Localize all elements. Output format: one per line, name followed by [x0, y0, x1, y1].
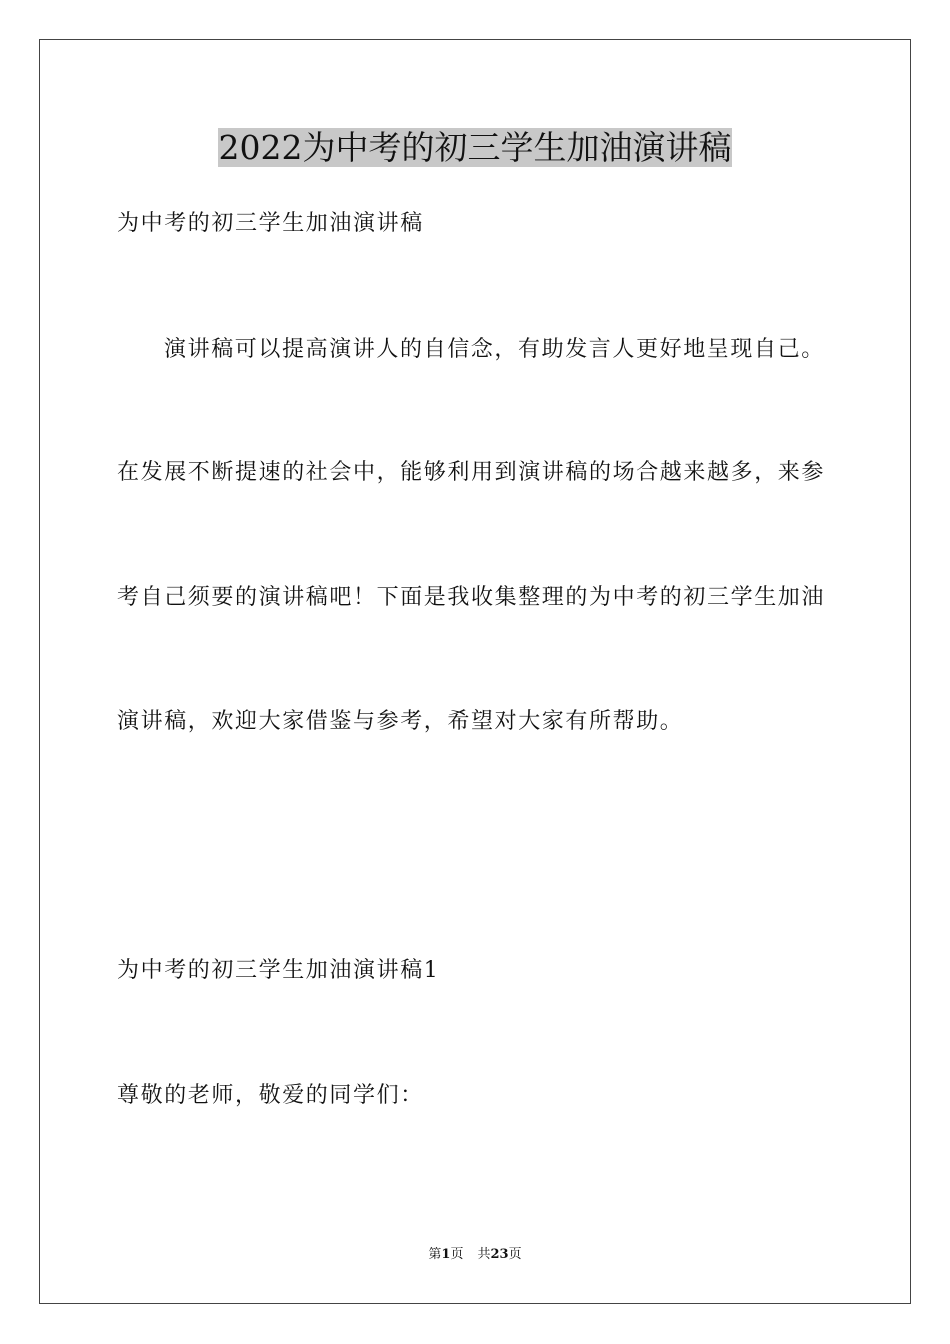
footer-page-suffix: 页 [450, 1247, 464, 1262]
footer-total-suffix: 页 [508, 1247, 522, 1262]
paragraph-line: 演讲稿可以提高演讲人的自信念，有助发言人更好地呈现自己。 [164, 337, 825, 362]
page-footer [0, 1246, 950, 1264]
paragraph-line: 考自己须要的演讲稿吧！下面是我收集整理的为中考的初三学生加油 [117, 585, 826, 610]
document-title [0, 126, 950, 170]
document-title-text: 2022为中考的初三学生加油演讲稿 [218, 128, 732, 167]
footer-page-number: 1 [441, 1247, 451, 1262]
paragraph-line: 演讲稿，欢迎大家借鉴与参考，希望对大家有所帮助。 [117, 709, 684, 734]
footer-total-pages: 23 [490, 1247, 509, 1262]
section-heading: 为中考的初三学生加油演讲稿1 [117, 958, 440, 983]
footer-page-prefix: 第 [428, 1247, 442, 1262]
paragraph-line: 在发展不断提速的社会中，能够利用到演讲稿的场合越来越多，来参 [117, 460, 826, 485]
footer-total-prefix: 共 [477, 1247, 491, 1262]
subtitle-line: 为中考的初三学生加油演讲稿 [117, 211, 424, 236]
salutation-line: 尊敬的老师，敬爱的同学们： [117, 1083, 424, 1108]
